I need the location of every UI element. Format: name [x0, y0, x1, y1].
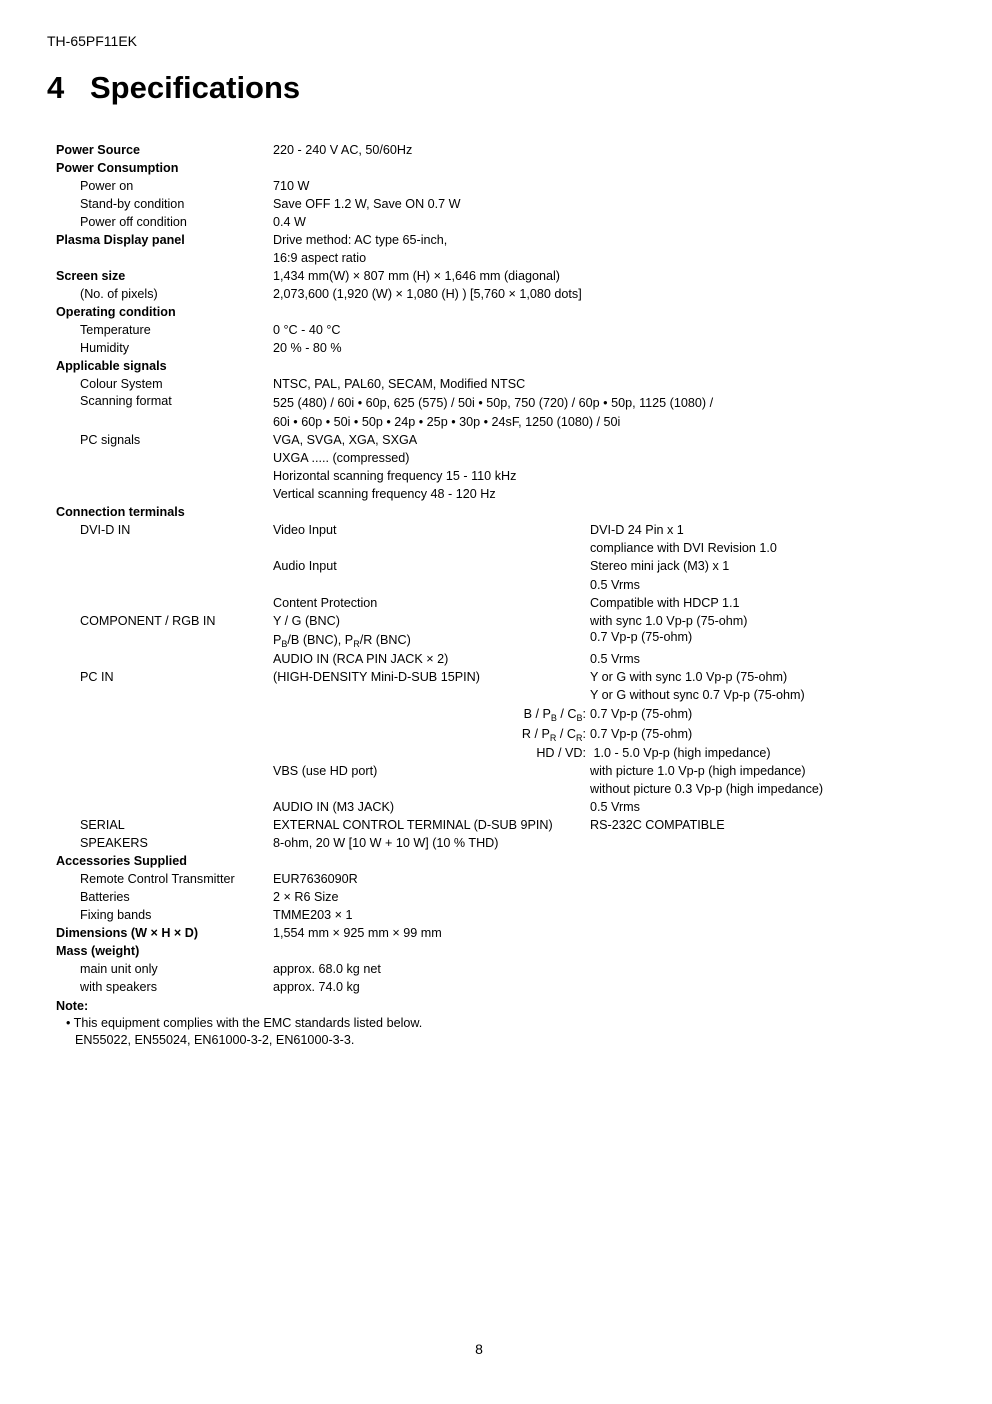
- spec-value: approx. 68.0 kg net: [273, 962, 381, 976]
- text-part: :: [582, 727, 586, 741]
- spec-section-power-consumption: [56, 159, 956, 177]
- spec-label: Applicable signals: [56, 359, 167, 373]
- text-part: B / P: [523, 707, 551, 721]
- spec-value: 1.0 - 5.0 Vp-p (high impedance): [590, 746, 771, 760]
- spec-label: Stand-by condition: [80, 197, 185, 211]
- spec-value: 20 % - 80 %: [273, 341, 342, 355]
- text-part: P: [273, 633, 282, 647]
- spec-label: SERIAL: [80, 818, 125, 832]
- spec-value: Stereo mini jack (M3) x 1: [590, 559, 730, 573]
- spec-label: Power on: [80, 179, 134, 193]
- spec-sublabel: Content Protection: [273, 596, 378, 610]
- spec-row-pc-in: [56, 668, 956, 686]
- spec-row-plasma-panel: [56, 231, 956, 249]
- spec-row-pc-in-audio: [56, 798, 956, 816]
- spec-row-with-speakers: [56, 978, 956, 996]
- spec-row-screen-size: [56, 267, 956, 285]
- spec-label: Power Consumption: [56, 161, 179, 175]
- spec-row-serial: [56, 816, 956, 834]
- spec-row-component-audio: [56, 650, 956, 668]
- spec-sublabel: Y / G (BNC): [273, 614, 340, 628]
- spec-label: Plasma Display panel: [56, 233, 185, 247]
- text-part: / C: [556, 727, 576, 741]
- spec-value: with picture 1.0 Vp-p (high impedance): [590, 764, 806, 778]
- spec-label: PC IN: [80, 670, 114, 684]
- spec-row-scanning-format: [56, 393, 956, 413]
- section-number: 4: [47, 70, 65, 105]
- spec-label: Power off condition: [80, 215, 187, 229]
- spec-row-plasma-panel-cont: [56, 249, 956, 267]
- spec-value: NTSC, PAL, PAL60, SECAM, Modified NTSC: [273, 377, 526, 391]
- note-block: [56, 998, 956, 1049]
- spec-sublabel: HD / VD:: [536, 746, 586, 760]
- spec-row-component-y: [56, 612, 956, 630]
- spec-value: EUR7636090R: [273, 872, 358, 886]
- spec-sublabel: [522, 724, 586, 744]
- spec-value: 0.7 Vp-p (75-ohm): [590, 630, 693, 644]
- spec-row-main-unit: [56, 960, 956, 978]
- spec-sublabel: [524, 704, 586, 724]
- spec-value: Y or G without sync 0.7 Vp-p (75-ohm): [590, 688, 805, 702]
- spec-value: 2,073,600 (1,920 (W) × 1,080 (H) ) [5,760 × 1,080 dots]: [273, 287, 582, 301]
- spec-row-pc-in-vbs-2: [56, 780, 956, 798]
- spec-row-humidity: [56, 339, 956, 357]
- spec-label: Humidity: [80, 341, 129, 355]
- spec-value: 1,434 mm(W) × 807 mm (H) × 1,646 mm (diagonal): [273, 269, 560, 283]
- spec-sublabel: Audio Input: [273, 559, 337, 573]
- spec-label: Screen size: [56, 269, 126, 283]
- spec-row-dvi-content-protection: [56, 594, 956, 612]
- spec-value: 2 × R6 Size: [273, 890, 339, 904]
- page-title: [47, 70, 300, 106]
- section-title: Specifications: [90, 70, 301, 105]
- spec-value: 60i • 60p • 50i • 50p • 24p • 25p • 30p • 24sF, 1250 (1080) / 50i: [273, 415, 621, 429]
- header-model: TH-65PF11EK: [47, 33, 137, 49]
- spec-value: 0.7 Vp-p (75-ohm): [590, 707, 693, 721]
- spec-value: UXGA ..... (compressed): [273, 451, 410, 465]
- spec-row-dvi-video-cont: [56, 539, 956, 557]
- spec-label: with speakers: [80, 980, 157, 994]
- spec-sublabel: AUDIO IN (RCA PIN JACK × 2): [273, 652, 449, 666]
- spec-value: VGA, SVGA, XGA, SXGA: [273, 433, 418, 447]
- spec-value: compliance with DVI Revision 1.0: [590, 541, 777, 555]
- spec-value: Save OFF 1.2 W, Save ON 0.7 W: [273, 197, 461, 211]
- spec-value: Compatible with HDCP 1.1: [590, 596, 740, 610]
- spec-row-pc-signals: [56, 431, 956, 449]
- spec-label: Scanning format: [80, 394, 172, 408]
- spec-value: 8-ohm, 20 W [10 W + 10 W] (10 % THD): [273, 836, 499, 850]
- text-part: R / P: [521, 727, 550, 741]
- spec-row-power-source: [56, 141, 956, 159]
- spec-row-pc-in-r: [56, 724, 956, 744]
- spec-section-operating-condition: [56, 303, 956, 321]
- spec-value: 0.5 Vrms: [590, 652, 640, 666]
- spec-row-scanning-format-cont: [56, 413, 956, 431]
- spec-row-standby: [56, 195, 956, 213]
- text-part: /R (BNC): [359, 633, 411, 647]
- spec-label: PC signals: [80, 433, 141, 447]
- spec-row-power-on: [56, 177, 956, 195]
- spec-row-batteries: [56, 888, 956, 906]
- spec-label: Dimensions (W × H × D): [56, 926, 199, 940]
- spec-value: without picture 0.3 Vp-p (high impedance): [590, 782, 824, 796]
- spec-row-dimensions: [56, 924, 956, 942]
- spec-row-component-pbpr: [56, 630, 956, 650]
- spec-sublabel: VBS (use HD port): [273, 764, 378, 778]
- subscript: R: [549, 733, 557, 743]
- spec-label: Batteries: [80, 890, 130, 904]
- spec-row-temperature: [56, 321, 956, 339]
- spec-sublabel: Video Input: [273, 523, 337, 537]
- spec-value: 0.5 Vrms: [590, 800, 640, 814]
- spec-row-pc-in-b: [56, 704, 956, 724]
- spec-label: Mass (weight): [56, 944, 140, 958]
- spec-row-colour-system: [56, 375, 956, 393]
- spec-value: EXTERNAL CONTROL TERMINAL (D-SUB 9PIN): [273, 818, 553, 832]
- spec-label: Connection terminals: [56, 505, 185, 519]
- spec-label: Temperature: [80, 323, 151, 337]
- spec-value: TMME203 × 1: [273, 908, 353, 922]
- specifications-table: [56, 141, 956, 1049]
- spec-row-pixels: [56, 285, 956, 303]
- spec-row-dvi-audio: [56, 557, 956, 576]
- spec-value: 220 - 240 V AC, 50/60Hz: [273, 143, 413, 157]
- note-text: EN55022, EN55024, EN61000-3-2, EN61000-3-3.: [75, 1033, 355, 1047]
- spec-value: 0 °C - 40 °C: [273, 323, 341, 337]
- spec-label: COMPONENT / RGB IN: [80, 614, 216, 628]
- spec-value: Vertical scanning frequency 48 - 120 Hz: [273, 487, 496, 501]
- spec-label: Operating condition: [56, 305, 176, 319]
- spec-sublabel: (HIGH-DENSITY Mini-D-SUB 15PIN): [273, 670, 480, 684]
- spec-sublabel: AUDIO IN (M3 JACK): [273, 800, 395, 814]
- spec-row-pc-signals-3: [56, 467, 956, 485]
- spec-row-pc-in-2: [56, 686, 956, 704]
- spec-row-power-off: [56, 213, 956, 231]
- spec-value: approx. 74.0 kg: [273, 980, 360, 994]
- spec-value: Drive method: AC type 65-inch,: [273, 233, 448, 247]
- text-part: / C: [556, 707, 577, 721]
- spec-row-remote: [56, 870, 956, 888]
- spec-section-mass: [56, 942, 956, 960]
- spec-value: 16:9 aspect ratio: [273, 251, 367, 265]
- subscript: R: [576, 733, 583, 743]
- note-text: • This equipment complies with the EMC standards listed below.: [66, 1016, 423, 1030]
- spec-row-pc-signals-2: [56, 449, 956, 467]
- spec-section-connection-terminals: [56, 503, 956, 521]
- spec-value: 0.5 Vrms: [590, 578, 640, 592]
- spec-value: 0.4 W: [273, 215, 306, 229]
- spec-row-fixing-bands: [56, 906, 956, 924]
- spec-value: RS-232C COMPATIBLE: [590, 818, 725, 832]
- subscript: B: [550, 713, 557, 723]
- spec-value: Horizontal scanning frequency 15 - 110 kHz: [273, 469, 517, 483]
- spec-value: with sync 1.0 Vp-p (75-ohm): [590, 614, 748, 628]
- spec-row-speakers: [56, 834, 956, 852]
- spec-value: 1,554 mm × 925 mm × 99 mm: [273, 926, 442, 940]
- spec-label: main unit only: [80, 962, 158, 976]
- note-label: Note:: [56, 999, 89, 1013]
- spec-value: 710 W: [273, 179, 310, 193]
- spec-row-pc-in-vbs: [56, 762, 956, 780]
- spec-label: (No. of pixels): [80, 287, 158, 301]
- spec-value: Y or G with sync 1.0 Vp-p (75-ohm): [590, 670, 788, 684]
- spec-label: Fixing bands: [80, 908, 152, 922]
- spec-row-dvi-video: [56, 521, 956, 539]
- spec-value: DVI-D 24 Pin x 1: [590, 523, 684, 537]
- spec-label: Remote Control Transmitter: [80, 872, 235, 886]
- spec-value: 525 (480) / 60i • 60p, 625 (575) / 50i • 50p, 750 (720) / 60p • 50p, 1125 (1080) /: [273, 396, 714, 410]
- spec-row-pc-in-hd: [56, 744, 956, 762]
- subscript: B: [281, 639, 288, 649]
- spec-row-dvi-audio-cont: [56, 576, 956, 594]
- subscript: R: [353, 639, 360, 649]
- text-part: :: [582, 707, 586, 721]
- text-part: /B (BNC), P: [287, 633, 354, 647]
- spec-label: Colour System: [80, 377, 163, 391]
- spec-row-pc-signals-4: [56, 485, 956, 503]
- spec-value: 0.7 Vp-p (75-ohm): [590, 727, 693, 741]
- spec-section-applicable-signals: [56, 357, 956, 375]
- spec-label: Power Source: [56, 143, 140, 157]
- spec-label: DVI-D IN: [80, 523, 131, 537]
- subscript: B: [576, 713, 583, 723]
- spec-section-accessories: [56, 852, 956, 870]
- spec-sublabel: [273, 630, 411, 650]
- page-number: 8: [475, 1341, 483, 1357]
- spec-label: Accessories Supplied: [56, 854, 187, 868]
- spec-label: SPEAKERS: [80, 836, 148, 850]
